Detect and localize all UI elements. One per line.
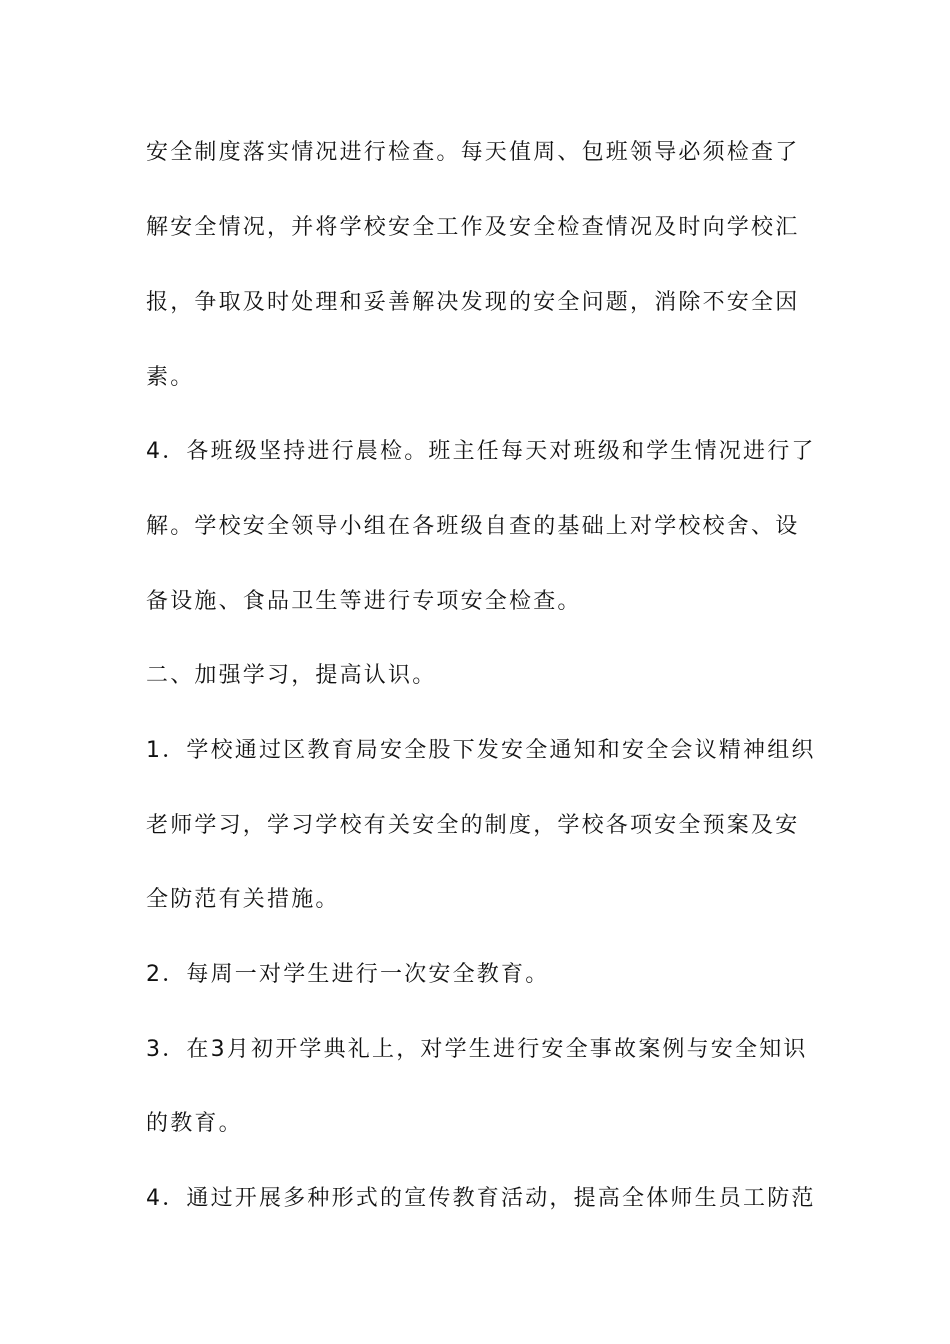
text-line-5: 4．各班级坚持进行晨检。班主任每天对班级和学生情况进行了 <box>146 439 816 464</box>
text-line-10: 老师学习，学习学校有关安全的制度，学校各项安全预案及安 <box>146 813 800 838</box>
text-line-2: 解安全情况，并将学校安全工作及安全检查情况及时向学校汇 <box>146 215 800 240</box>
text-line-13: 3．在3月初开学典礼上，对学生进行安全事故案例与安全知识 <box>146 1037 808 1062</box>
text-line-14: 的教育。 <box>146 1111 243 1136</box>
text-line-6: 解。学校安全领导小组在各班级自查的基础上对学校校舍、设 <box>146 514 800 539</box>
text-line-1: 安全制度落实情况进行检查。每天值周、包班领导必须检查了 <box>146 140 800 165</box>
section-heading: 二、加强学习，提高认识。 <box>146 663 437 688</box>
text-line-7: 备设施、食品卫生等进行专项安全检查。 <box>146 589 582 614</box>
text-line-12: 2．每周一对学生进行一次安全教育。 <box>146 962 550 987</box>
text-line-15: 4．通过开展多种形式的宣传教育活动，提高全体师生员工防范 <box>146 1186 816 1211</box>
text-line-11: 全防范有关措施。 <box>146 887 340 912</box>
text-line-9: 1．学校通过区教育局安全股下发安全通知和安全会议精神组织 <box>146 738 816 763</box>
text-line-4: 素。 <box>146 365 195 390</box>
text-line-3: 报，争取及时处理和妥善解决发现的安全问题，消除不安全因 <box>146 290 800 315</box>
